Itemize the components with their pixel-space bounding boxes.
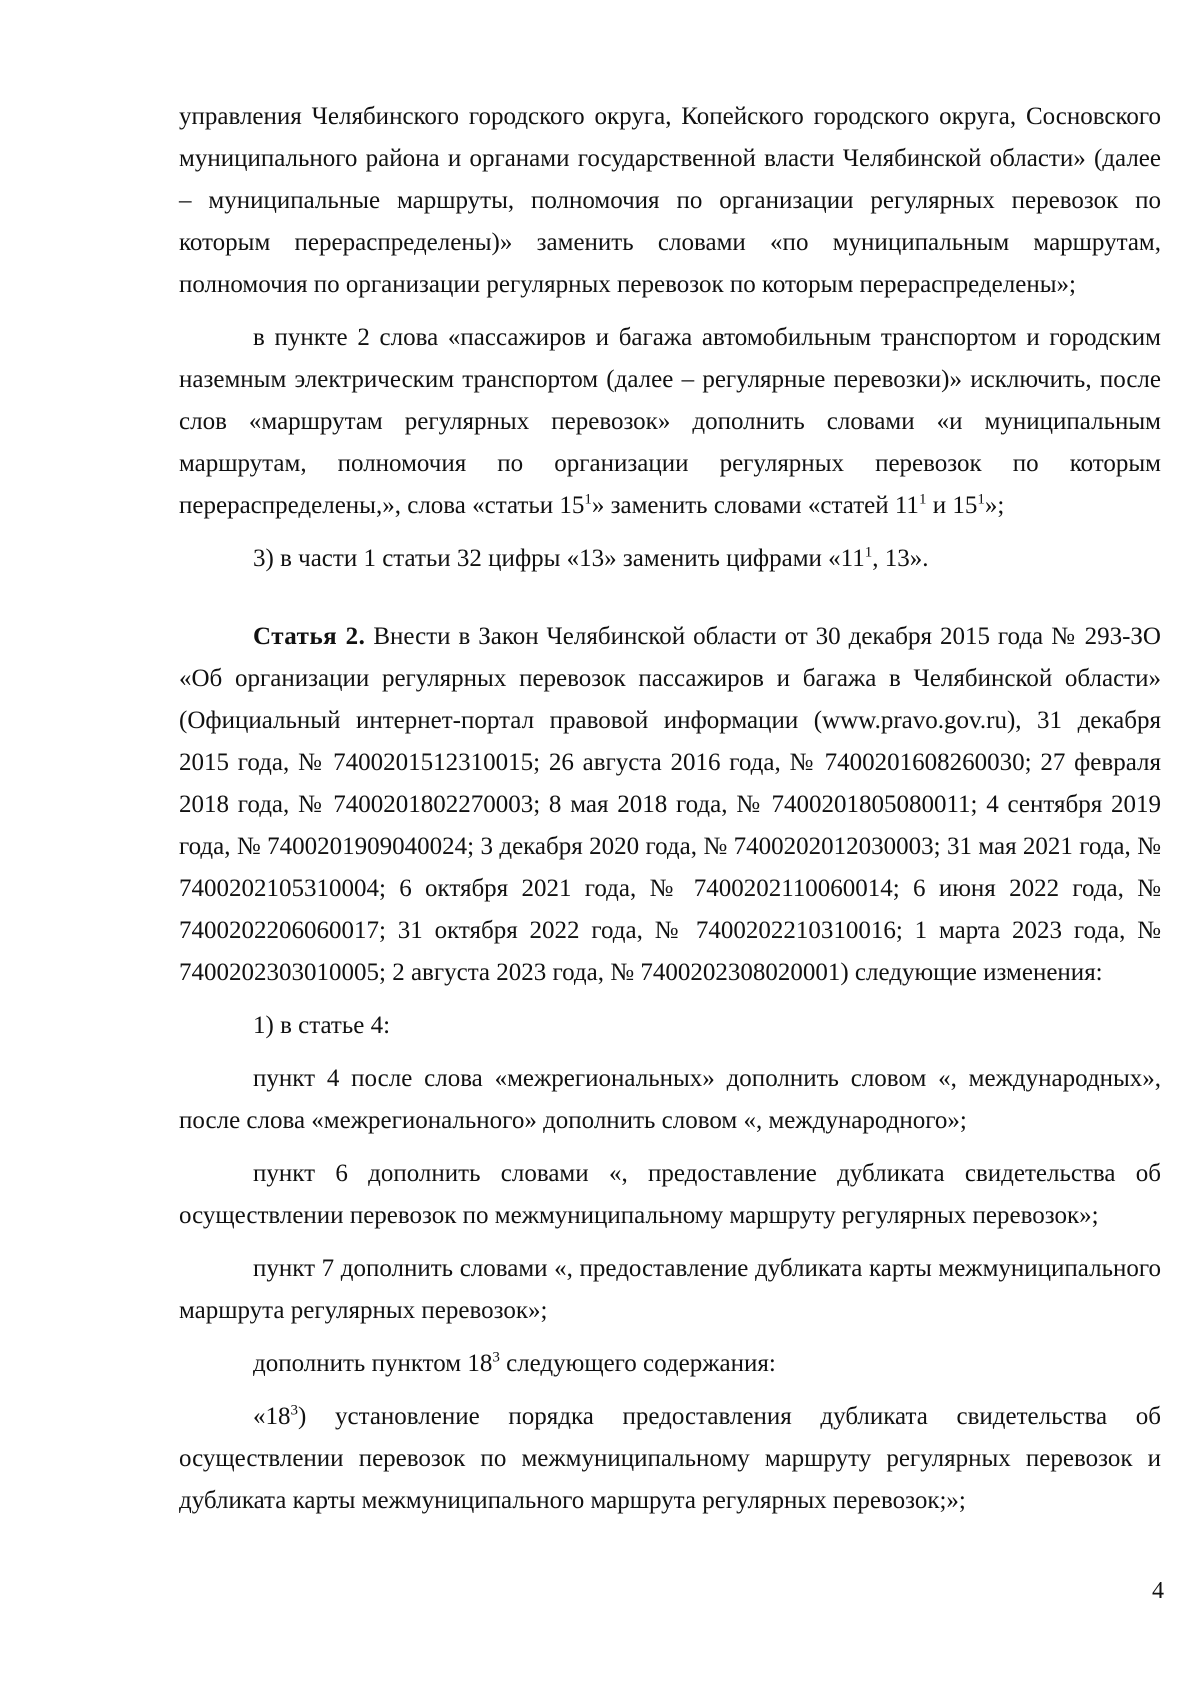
text-fragment: «18: [253, 1403, 291, 1430]
superscript: 1: [977, 491, 985, 508]
text-fragment: »;: [984, 492, 1005, 519]
paragraph-point-4: пункт 4 после слова «межрегиональных» дополнить словом «, международных», после слова «межрегионального» дополнить словом «, международного»;: [179, 1065, 1161, 1134]
paragraph-replacement-municipal-routes: управления Челябинского городского округа, Копейского городского округа, Сосновского муниципального района и органами государственной власти Челябинской области» (далее – муниципальные маршруты, полномочия по организации регулярных перевозок по которым перераспределены)» заменить словами «по муниципальным маршрутам, полномочия по организации регулярных перевозок по которым перераспределены»;: [179, 103, 1161, 298]
text-fragment: следующего содержания:: [499, 1350, 776, 1377]
text-fragment: ) установление порядка предоставления дубликата свидетельства об осуществлении перевозок по межмуниципальному маршруту регулярных перевозок и дубликата карты межмуниципального маршрута регулярных перевозок;»;: [179, 1403, 1161, 1514]
page-number: 4: [1152, 1578, 1164, 1604]
superscript: 1: [918, 491, 927, 508]
document-body: [179, 96, 1161, 1533]
paragraph-article-32-change: [179, 538, 1161, 580]
text-fragment: и 15: [926, 492, 978, 519]
superscript: 1: [584, 491, 592, 508]
text-fragment: в пункте 2 слова «пассажиров и багажа автомобильным транспортом и городским наземным электрическим транспортом (далее – регулярные перевозки)» исключить, после слов «маршрутам регулярных перевозок» дополнить словами «и муниципальным маршрутам, полномочия по организации регулярных перевозок по которым перераспределены,», слова «статьи 15: [179, 324, 1161, 519]
text-fragment: 3) в части 1 статьи 32 цифры «13» заменить цифрами «11: [253, 545, 865, 572]
paragraph-point-7: пункт 7 дополнить словами «, предоставление дубликата карты межмуниципального маршрута регулярных перевозок»;: [179, 1255, 1161, 1324]
text-fragment: , 13».: [872, 545, 929, 572]
superscript: 3: [290, 1402, 298, 1419]
article-label: Статья 2.: [253, 623, 366, 650]
superscript: 1: [864, 544, 873, 561]
text-fragment: » заменить словами «статей 11: [591, 492, 919, 519]
paragraph-point-6: пункт 6 дополнить словами «, предоставление дубликата свидетельства об осуществлении перевозок по межмуниципальному маршруту регулярных перевозок»;: [179, 1160, 1161, 1229]
article-2-text: Внести в Закон Челябинской области от 30 декабря 2015 года № 293-ЗО «Об организации регулярных перевозок пассажиров и багажа в Челябинской области» (Официальный интернет-портал правовой информации (www.pravo.gov.ru), 31 декабря 2015 года, № 7400201512310015; 26 августа 2016 года, № 7400201608260030; 27 февраля 2018 года, № 7400201802270003; 8 мая 2018 года, № 7400201805080011; 4 сентября 2019 года, № 7400201909040024; 3 декабря 2020 года, № 7400202012030003; 31 мая 2021 года, № 7400202105310004; 6 октября 2021 года, № 7400202110060014; 6 июня 2022 года, № 7400202206060017; 31 октября 2022 года, № 7400202210310016; 1 марта 2023 года, № 7400202303010005; 2 августа 2023 года, № 7400202308020001) следующие изменения:: [179, 623, 1161, 986]
paragraph-add-point-18-3: [179, 1343, 1161, 1385]
paragraph-article-2: [179, 616, 1161, 994]
text-fragment: дополнить пунктом 18: [253, 1350, 493, 1377]
superscript: 3: [492, 1349, 500, 1366]
paragraph-point-18-3-content: [179, 1396, 1161, 1522]
paragraph-point-2-changes: [179, 317, 1161, 527]
paragraph-item-1: 1) в статье 4:: [253, 1012, 391, 1039]
